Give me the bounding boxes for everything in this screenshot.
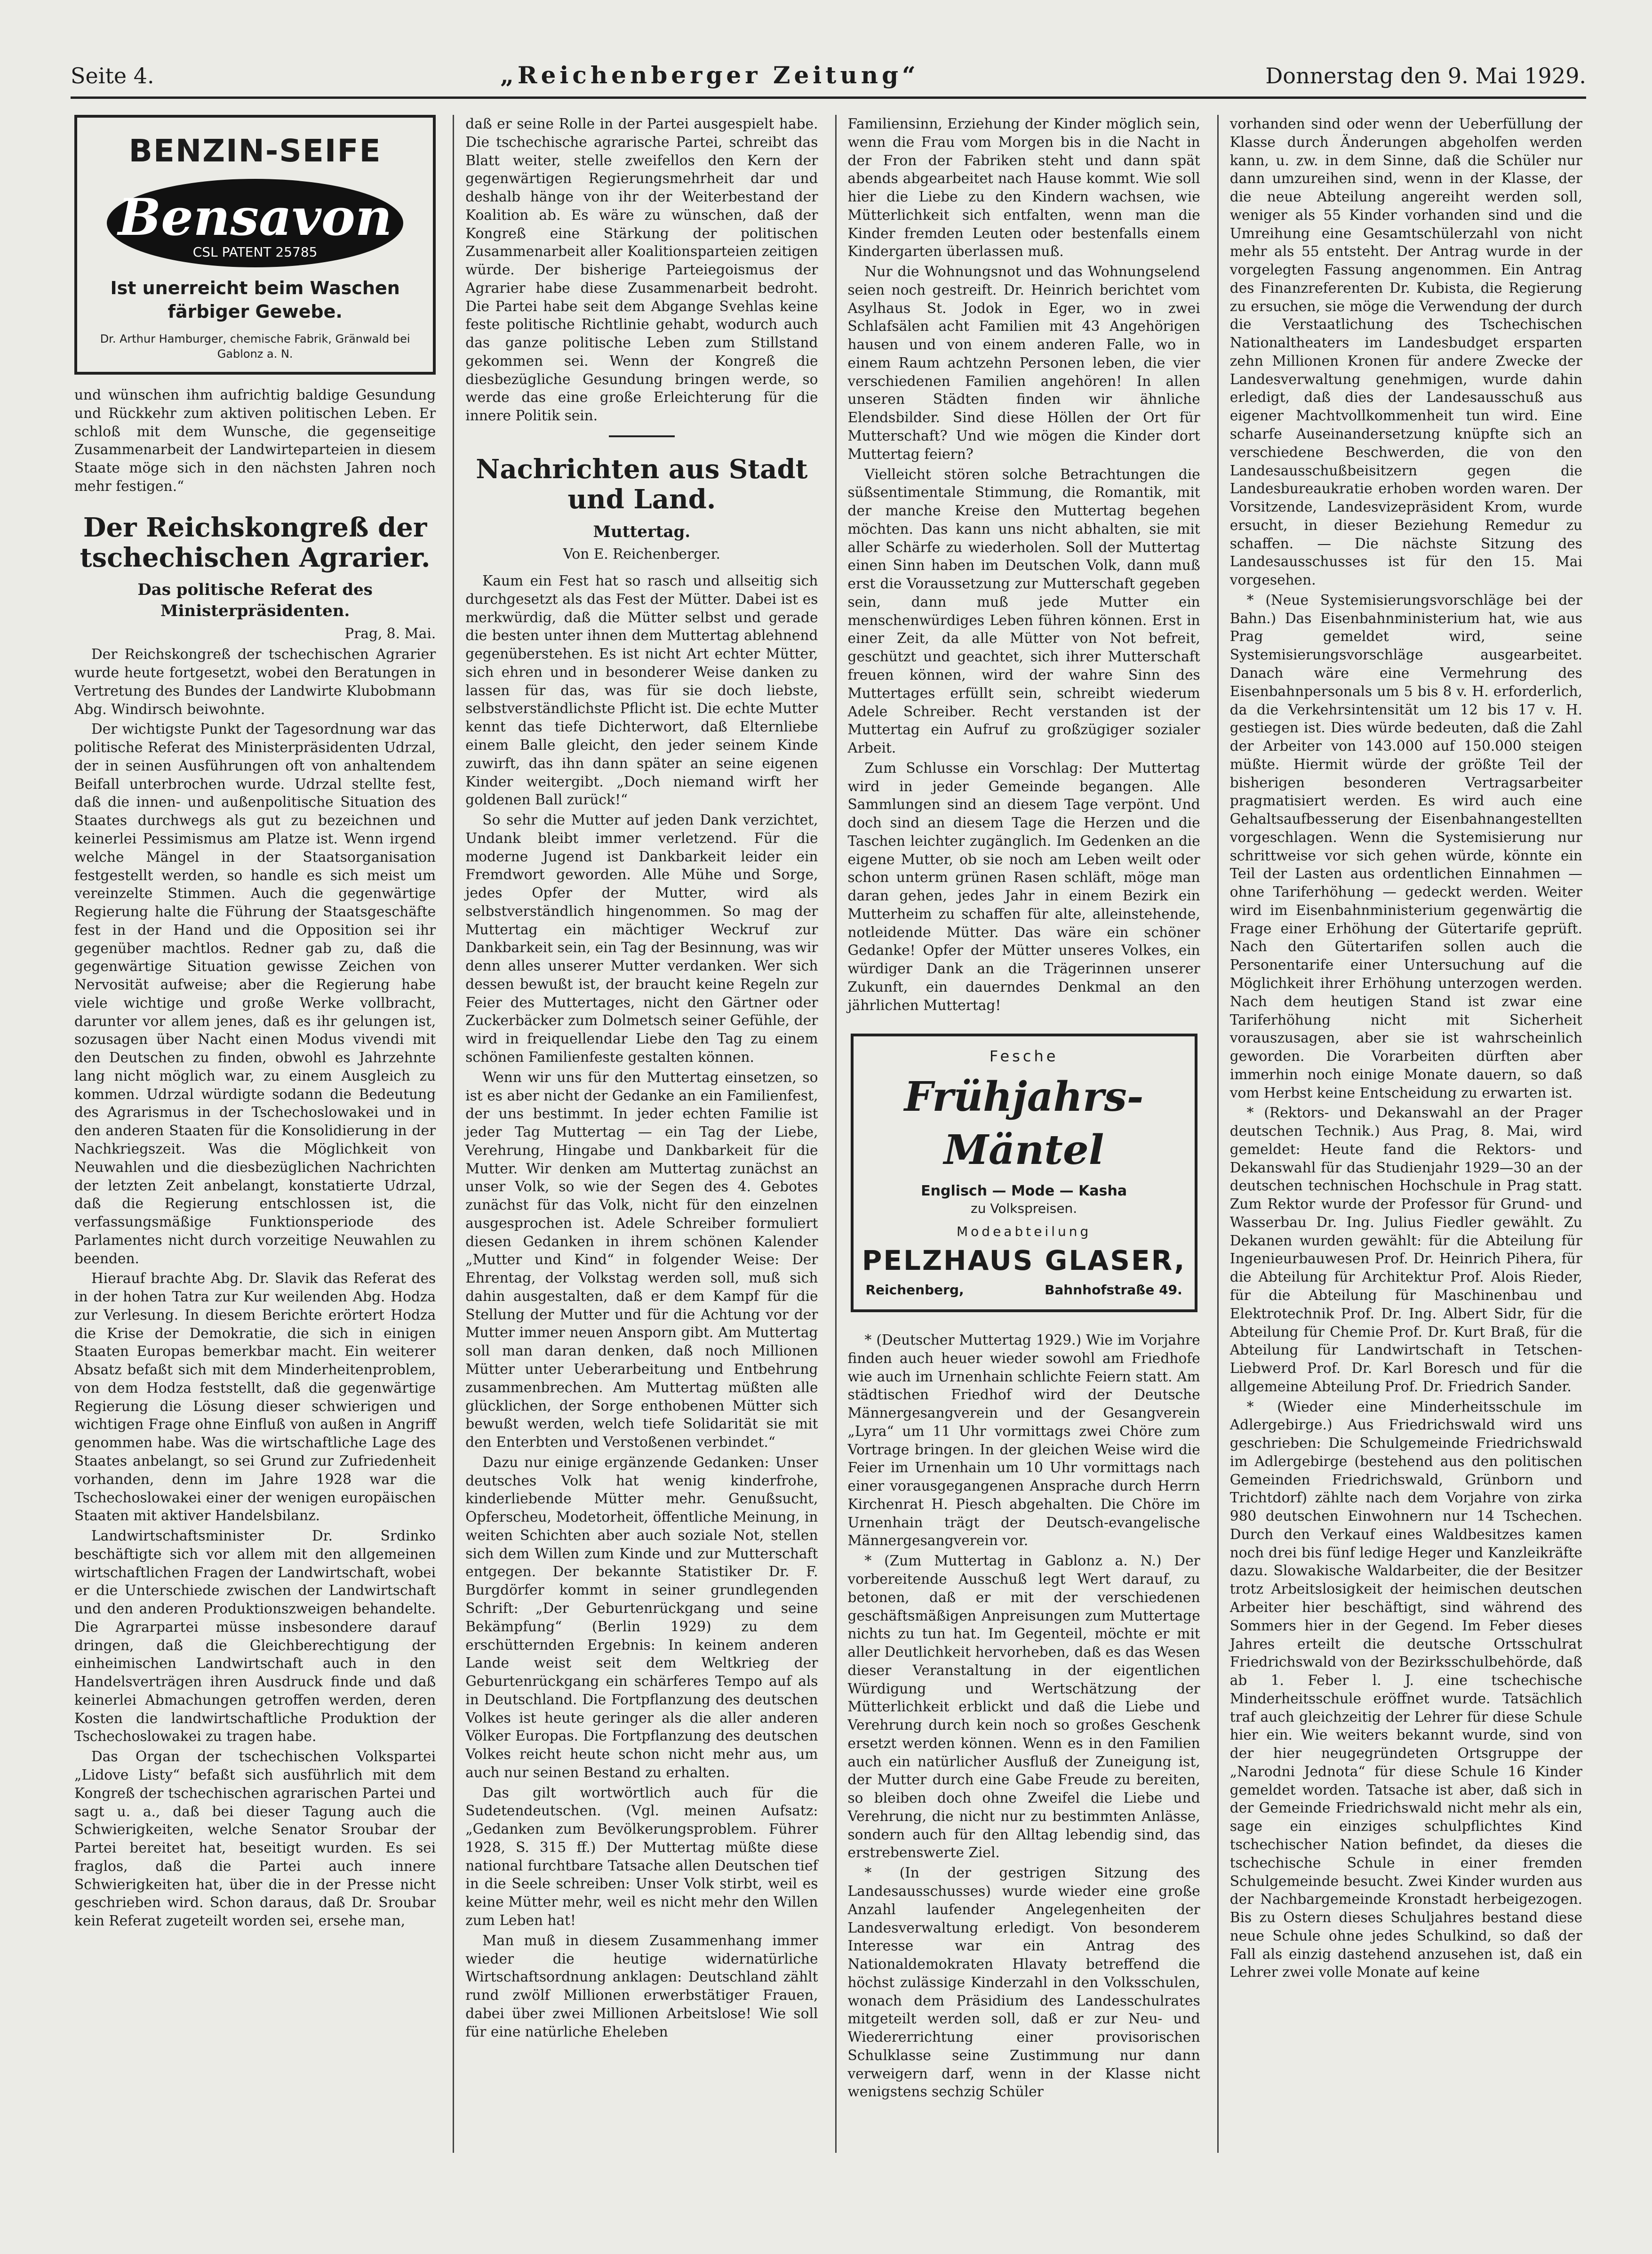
- page-header: [71, 61, 1586, 99]
- paragraph: Das gilt wortwörtlich auch für die Sudetendeutschen. (Vgl. meinen Aufsatz: „Gedanken zum Bevölkerungsproblem. Führer 1928, S. 315 ff.) Der Muttertag müßte diese national furchtbare Tatsache allen Deutschen tief in die Seele schreiben: Unser Volk stirbt, weil es keine Mütter mehr, weil es nicht mehr den Willen zum Leben hat!: [465, 1784, 818, 1928]
- column-4: [1217, 115, 1586, 2153]
- paragraph: * (Deutscher Muttertag 1929.) Wie im Vorjahre finden auch heuer wieder sowohl am Friedhofe wie auch im Urnenhain schlichte Feiern statt. Am städtischen Friedhof wird der Deutsche Männergesangverein und der Gesangverein „Lyra“ um 11 Uhr vormittags zwei Chöre zum Vortrage bringen. In der gleichen Weise wird die Feier im Urnenhain um 10 Uhr vormittags nach einer vorausgegangenen Ansprache durch Herrn Kirchenrat H. Piesch abgehalten. Die Chöre im Urnenhain trägt der Deutsch-evangelische Männergesangverein vor.: [847, 1332, 1200, 1549]
- ad-main-title: Frühjahrs-Mäntel: [904, 1073, 1144, 1174]
- bensavon-logo: [107, 179, 403, 267]
- paragraph: * (In der gestrigen Sitzung des Landesausschusses) wurde wieder eine große Anzahl laufender Angelegenheiten der Landesverwaltung erledigt. Von besonderem Interesse war ein Antrag des Nationaldemokraten Hlavaty betreffend die höchst zulässige Kinderzahl in den Volksschulen, wonach dem Präsidium des Landesschulrates mitgeteilt werden soll, daß er zur Neu- und Wiedererrichtung einer provisorischen Schulklasse seine Zustimmung nur dann verweigern darf, wenn in der Klasse nicht wenigstens sechzig Schüler: [847, 1865, 1200, 2100]
- column-1: [71, 115, 439, 2153]
- ad-line: zu Volkspreisen.: [971, 1201, 1077, 1217]
- paragraph: und wünschen ihm aufrichtig baldige Gesundung und Rückkehr zum aktiven politischen Leben. Er schloß mit dem Wunsche, die gegenseitige Zusammenarbeit der Landwirteparteien in diesem Staate möge sich in den nächsten Jahren noch mehr festigen.“: [74, 387, 436, 494]
- ad-fesche: Fesche: [989, 1047, 1059, 1065]
- paragraph: Familiensinn, Erziehung der Kinder möglich sein, wenn die Frau vom Morgen bis in die Nacht in der Fron der Fabriken steht und dann spät abends abgearbeitet nach Hause kommt. Wie soll hier die Liebe zu den Kindern wachsen, wie Mütterlichkeit sich entfalten, wenn man die Kinder fremden Leuten oder bestenfalls einem Kindergarten überlassen muß.: [847, 116, 1200, 260]
- byline: Von E. Reichenberger.: [563, 546, 720, 562]
- paragraph: vorhanden sind oder wenn der Ueberfüllung der Klasse durch Änderungen abgeholfen werden kann, u. zw. in dem Sinne, daß die Schüler nur dann umzureihen sind, wenn in der Klasse, der die neue Abteilung angereiht werden soll, weniger als 55 Kinder vorhanden sind und die Umreihung eine Gesamtschülerzahl von nicht mehr als 55 entsteht. Der Antrag wurde in der vorgelegten Fassung angenommen. Ein Antrag des Finanzreferenten Dr. Kubista, die Regierung zu ersuchen, sie möge die Verwendung der durch die Verstaatlichung des Tschechischen Nationaltheaters im Landesbudget ersparten zehn Millionen Kronen für andere Zwecke der Landesverwaltung genehmigen, wurde dahin erledigt, daß dies der Landesausschuß aus eigener Machtvollkommenheit tun wird. Eine scharfe Auseinandersetzung knüpfte sich an verschiedene Beschwerden, die von den Landesausschußbeisitzern gegen die Landesbureaukratie erhoben worden waren. Der Vorsitzende, Landesvizepräsident Krom, wurde ersucht, in dieser Beziehung Remedur zu schaffen. — Die nächste Sitzung des Landesausschusses ist für den 15. Mai vorgesehen.: [1229, 116, 1582, 588]
- ad-firm-name: PELZHAUS GLASER,: [862, 1244, 1186, 1277]
- headline-agrarier: Der Reichskongreß der tschechischen Agrarier.: [80, 512, 431, 574]
- paragraph: * (Rektors- und Dekanswahl an der Prager deutschen Technik.) Aus Prag, 8. Mai, wird gemeldet: Heute fand die Rektors- und Dekanswahl für das Studienjahr 1929—30 an der deutschen technischen Hochschule in Prag statt. Zum Rektor wurde der Professor für Grund- und Wasserbau Dr. Ing. Julius Fiedler gewählt. Zu Dekanen wurden gewählt: für die Abteilung für Ingenieurbauwesen Prof. Dr. Heinrich Pihera, für die Abteilung für Architektur Prof. Alois Rieder, für die Abteilung für Maschinenbau und Elektrotechnik Prof. Dr. Ing. Albert Sidr, für die Abteilung für Chemie Prof. Dr. Kurt Braß, für die Abteilung für Landwirtschaft in Tetschen-Liebwerd Prof. Dr. Karl Boresch und für die allgemeine Abteilung Prof. Dr. Friedrich Sander.: [1229, 1105, 1582, 1395]
- paragraph: Dazu nur einige ergänzende Gedanken: Unser deutsches Volk hat wenig kinderfrohe, kinderliebende Mütter mehr. Genußsucht, Opferscheu, Modetorheit, öffentliche Meinung, in weiten Schichten aber auch soziale Not, stellen sich dem Willen zum Kinde und zur Mutterschaft entgegen. Der bekannte Statistiker Dr. F. Burgdörfer kommt in seiner grundlegenden Schrift: „Der Geburtenrückgang und seine Bekämpfung“ (Berlin 1929) zu dem erschütternden Ergebnis: In keinem anderen Lande weist seit dem Weltkrieg der Geburtenrückgang ein schärferes Tempo auf als in Deutschland. Die Fortpflanzung des deutschen Volkes ist heute geringer als die aller anderen Völker Europas. Die Fortpflanzung des deutschen Volkes reicht heute schon nicht mehr aus, um auch nur seinen Bestand zu erhalten.: [465, 1454, 818, 1781]
- paragraph: Vielleicht stören solche Betrachtungen die süßsentimentale Stimmung, die Romantik, mit der manche Kreise den Muttertag begehen möchten. Das kann uns nicht abhalten, sie mit aller Schärfe zu wiederholen. Soll der Muttertag einen Sinn haben im Deutschen Volk, dann muß erst die Voraussetzung zur Mutterschaft gegeben sein, dann muß jede Mutter ein menschenwürdiges Leben führen können. Erst in einer Zeit, da alle Mütter von Not befreit, geschützt und geachtet, sich ihrer Mutterschaft freuen können, wird der wahre Sinn des Muttertages erfüllt sein, schreibt wiederum Adele Schreiber. Recht verstanden ist der Muttertag ein Aufruf zu großzügiger sozialer Arbeit.: [847, 466, 1200, 756]
- paragraph: Der Reichskongreß der tschechischen Agrarier wurde heute fortgesetzt, wobei den Beratungen in Vertretung des Bundes der Landwirte Klubobmann Abg. Windirsch beiwohnte.: [74, 646, 436, 717]
- section-divider: [609, 435, 675, 437]
- paragraph: Landwirtschaftsminister Dr. Srdinko beschäftigte sich vor allem mit den allgemeinen wirtschaftlichen Fragen der Landwirtschaft, wobei er die Unterschiede zwischen der Landwirtschaft und den anderen Produktionszweigen behandelte. Die Agrarpartei müsse insbesondere darauf dringen, daß die Gleichberechtigung der einheimischen Landwirtschaft auch in den Handelsverträgen ihren Ausdruck finde und daß keinerlei Abmachungen getroffen werden, deren Kosten die landwirtschaftliche Produktion der Tschechoslowakei zu tragen habe.: [74, 1528, 436, 1745]
- ad-address: [861, 1282, 1187, 1299]
- paragraph: Man muß in diesem Zusammenhang immer wieder die heutige widernatürliche Wirtschaftsordnung anklagen: Deutschland zählt rund zwölf Millionen erwerbstätiger Frauen, dabei über zwei Millionen Arbeitslose! Wie soll für eine natürliche Eheleben: [465, 1932, 818, 2040]
- subheadline-muttertag: Muttertag.: [593, 522, 691, 541]
- paragraph: Das Organ der tschechischen Volkspartei „Lidove Listy“ befaßt sich ausführlich mit dem Kongreß der tschechischen agrarischen Partei und sagt u. a., daß bei dieser Tagung auch die Schwierigkeiten, welche Senator Sroubar der Partei bereitet hat, beseitigt wurden. Es sei fraglos, daß die Partei auch innere Schwierigkeiten hat, über die in der Presse nicht geschrieben wird. Schon daraus, daß Dr. Sroubar kein Referat zugeteilt worden sei, ersehe man,: [74, 1749, 436, 1929]
- paragraph: Der wichtigste Punkt der Tagesordnung war das politische Referat des Ministerpräsidenten Udrzal, der in seinen Ausführungen oft von anhaltendem Beifall unterbrochen wurde. Udrzal stellte fest, daß die innen- und außenpolitische Situation des Staates durchwegs als gut zu bezeichnen und keinerlei Pessimismus am Platze ist. Wenn irgend welche Mängel in der Staatsorganisation festgestellt werden, so handle es sich meist um vereinzelte Stimmen. Auch die gegenwärtige Regierung halte die Führung der Staatsgeschäfte fest in der Hand und die Opposition sei ihr gegenüber machtlos. Redner gab zu, daß die gegenwärtige Situation gewisse Zeichen von Nervosität aufweise; aber die Regierung habe viele wichtige und große Werke vollbracht, darunter vor allem jenes, daß es ihr gelungen ist, sozusagen über Nacht einen Modus vivendi mit den Deutschen zu finden, obwohl es Jahrzehnte lang nicht möglich war, zu einem Ausgleich zu kommen. Udrzal würdigte sodann die Bedeutung des Agrarismus in der Tschechoslowakei und in den anderen Staaten für die Konsolidierung in der Nachkriegszeit. Was die Möglichkeit von Neuwahlen und die diesbezüglichen Nachrichten der letzten Zeit anbelangt, konstatierte Udrzal, daß die Regierung entschlossen ist, die verfassungsmäßige Funktionsperiode des Parlamentes nicht durch vorzeitige Neuwahlen zu beenden.: [74, 721, 436, 1267]
- paragraph: Hierauf brachte Abg. Dr. Slavik das Referat des in der hohen Tatra zur Kur weilenden Abg. Hodza zur Verlesung. In diesem Berichte erörtert Hodza die Krise der Demokratie, die sich in einigen Staaten Europas bemerkbar macht. Ein weiterer Absatz befaßt sich mit dem Minderheitenproblem, von dem Hodza feststellt, daß die gegenwärtige Regierung die Lösung dieser schwierigen und wichtigen Frage ohne Einfluß von außen in Angriff genommen habe. Was die wirtschaftliche Lage des Staates anbelangt, so sei Grund zur Zufriedenheit vorhanden, denn im Jahre 1928 war die Tschechoslowakei einer der wenigen europäischen Staaten mit aktiver Handelsbilanz.: [74, 1270, 436, 1524]
- paragraph: * (Zum Muttertag in Gablonz a. N.) Der vorbereitende Ausschuß legt Wert darauf, zu betonen, daß er mit der verschiedenen geschäftsmäßigen Anpreisungen zum Muttertage nichts zu tun hat. Im Gegenteil, möchte er mit aller Deutlichkeit hervorheben, daß es das Wesen dieser Veranstaltung in der eigentlichen Würdigung und Wertschätzung der Mütterlichkeit erblickt und daß die Liebe und Verehrung durch kein noch so großes Geschenk ersetzt werden können. Wenn es in den Familien auch ein natürlicher Ausfluß der Zuneigung ist, der Mutter durch eine Gabe Freude zu bereiten, so bleiben doch ohne Zweifel die Liebe und Verehrung, die nicht nur zu bestimmten Anlässe, sondern auch für den Alltag lebendig sind, das erstrebenswerte Ziel.: [847, 1553, 1200, 1861]
- paragraph: daß er seine Rolle in der Partei ausgespielt habe. Die tschechische agrarische Partei, schreibt das Blatt weiter, stelle zweifellos den Kern der gegenwärtigen Regierungsmehrheit dar und deshalb hänge von ihr der Weiterbestand der Koalition ab. Es wäre zu wünschen, daß der Kongreß eine Stärkung der politischen Zusammenarbeit aller Koalitionsparteien zeitigen würde. Der bisherige Parteiegoismus der Agrarier habe diese Zusammenarbeit bedroht. Die Partei habe seit dem Abgange Svehlas keine feste politische Richtlinie gehabt, wodurch auch das ganze politische Leben zum Stillstand gekommen sei. Wenn der Kongreß die diesbezügliche Gesundung bringen werde, so werde das eine große Erleichterung für die innere Politik sein.: [465, 116, 818, 424]
- dateline: Prag, 8. Mai.: [344, 625, 436, 642]
- pelzhaus-glaser-advertisement: [851, 1034, 1197, 1313]
- subheadline: Das politische Referat des Ministerpräsidenten.: [137, 580, 373, 621]
- column-2: [453, 115, 822, 2153]
- ad-maker: Dr. Arthur Hamburger, chemische Fabrik, Gränwald bei Gablonz a. N.: [100, 332, 410, 361]
- article-columns: [71, 115, 1586, 2153]
- ad-patent: CSL PATENT 25785: [192, 244, 318, 260]
- paragraph: Wenn wir uns für den Muttertag einsetzen, so ist es aber nicht der Gedanke an ein Familienfest, der uns bestimmt. In jeder echten Familie ist jeder Tag Muttertag — ein Tag der Liebe, Verehrung, Hingabe und Dankbarkeit für die Mutter. Wir denken am Muttertag zunächst an unser Volk, so wie der Segen des 4. Gebotes zunächst für das Volk, nicht für den einzelnen ausgesprochen ist. Adele Schreiber formuliert diesen Gedanken in ihrem schönen Kalender „Mutter und Kind“ in folgender Weise: Der Ehrentag, der Volkstag werden soll, muß sich dahin ausgestalten, daß er dem Kampf für die Stellung der Mutter und für die Achtung vor der Mutter immer neuen Ansporn gibt. Am Muttertag soll man daran denken, daß noch Millionen Mütter unter Ueberarbeitung und Entbehrung zusammenbrechen. Am Muttertag müßten alle glücklichen, der Sorge enthobenen Mütter sich bewußt werden, welch tiefe Solidarität sie mit den Enterbten und Verstoßenen verbindet.“: [465, 1069, 818, 1451]
- column-3: [835, 115, 1204, 2153]
- paragraph: * (Neue Systemisierungsvorschläge bei der Bahn.) Das Eisenbahnministerium hat, wie aus Prag gemeldet wird, seine Systemisierungsvorschläge ausgearbeitet. Danach wäre eine Vermehrung des Eisenbahnpersonals um 5 bis 8 v. H. erforderlich, da die Verkehrsintensität um 12 bis 17 v. H. gestiegen ist. Dies würde bedeuten, daß die Zahl der Arbeiter von 143.000 auf 150.000 steigen müßte. Hiermit würde der größte Teil der bisherigen besonderen Vertragsarbeiter pragmatisiert werden. Es wird auch eine Gehaltsaufbesserung der Eisenbahnangestellten vorgeschlagen. Wenn die Systemisierung nur schrittweise vor sich gehen würde, könnte ein Teil der Lasten aus ordentlichen Einnahmen — ohne Tariferhöhung — gedeckt werden. Weiter wird im Eisenbahnministerium gegenwärtig die Frage einer Erhöhung der Gütertarife geprüft. Nach den Gütertarifen sollen auch die Personentarife einer Untersuchung auf die Möglichkeit ihrer Erhöhung unterzogen werden. Nach dem heutigen Stand ist zwar eine Tariferhöhung nicht mit Sicherheit vorauszusagen, aber sie ist wahrscheinlich geworden. Die Vorarbeiten dürften aber immerhin noch einige Monate dauern, so daß vom Herbst keine Entscheidung zu erwarten ist.: [1229, 592, 1582, 1101]
- paragraph: Kaum ein Fest hat so rasch und allseitig sich durchgesetzt als das Fest der Mütter. Dabei ist es merkwürdig, daß die Mütter selbst und gerade die besten unter ihnen dem Muttertag ablehnend gegenüberstehen. Es ist nicht Art echter Mütter, sich ehren und in besonderer Weise danken zu lassen für das, was für sie doch liebste, selbstverständlichste Pflicht ist. Die echte Mutter kennt das tiefe Dichterwort, daß Elternliebe einem Balle gleicht, den jeder seinem Kinde zuwirft, das ihn dann später an seine eigenen Kinder weitergibt. „Doch niemand wirft her goldenen Ball zurück!“: [465, 573, 818, 808]
- paragraph: Zum Schlusse ein Vorschlag: Der Muttertag wird in jeder Gemeinde begangen. Alle Sammlungen sind an diesem Tage verpönt. Und doch sind an diesem Tage die Herzen und die Taschen leichter zugänglich. Im Gedenken an die eigene Mutter, ob sie noch am Leben weilt oder schon unterm grünen Rasen schläft, möge man daran gehen, jedes Jahr in einem Bezirk ein Mutterheim zu schaffen für alte, alleinstehende, notleidende Mütter. Das wäre ein schöner Gedanke! Opfer der Mütter unseres Volkes, ein würdiger Dank an die Trägerinnen unserer Zukunft, ein dauerndes Denkmal an den jährlichen Muttertag!: [847, 760, 1200, 1013]
- ad-benzin-title: BENZIN-SEIFE: [128, 133, 382, 169]
- newspaper-masthead: „Reichenberger Zeitung“: [500, 61, 919, 89]
- headline-nachrichten: Nachrichten aus Stadt und Land.: [476, 454, 808, 515]
- paragraph: Nur die Wohnungsnot und das Wohnungselend seien noch gestreift. Dr. Heinrich berichtet vom Asylhaus St. Jodok in Eger, wo in zwei Schlafsälen acht Familien mit 43 Angehörigen hausen und von einem anderen Falle, wo in einem Raum achtzehn Personen leben, die vier verschiedenen Familien angehören! In allen unseren Städten finden wir ähnliche Elendsbilder. Sind diese Höllen der Ort für Mutterschaft? Und wie mögen die Kinder dort Muttertag feiern?: [847, 264, 1200, 462]
- ad-slogan: Ist unerreicht beim Waschen färbiger Gewebe.: [110, 278, 400, 322]
- ad-line: Englisch — Mode — Kasha: [921, 1182, 1127, 1199]
- page-number: Seite 4.: [71, 63, 154, 88]
- bensavon-advertisement: [74, 115, 436, 375]
- ad-line: Modeabteilung: [957, 1223, 1092, 1239]
- ad-city: Reichenberg,: [865, 1282, 964, 1298]
- issue-date: Donnerstag den 9. Mai 1929.: [1265, 63, 1586, 88]
- ad-street: Bahnhofstraße 49.: [1045, 1282, 1182, 1298]
- ad-brand: Bensavon: [118, 188, 392, 248]
- paragraph: So sehr die Mutter auf jeden Dank verzichtet, Undank bleibt immer verletzend. Für die moderne Jugend ist Dankbarkeit leider ein Fremdwort geworden. Alle Mühe und Sorge, jedes Opfer der Mutter, wird als selbstverständlich hingenommen. So mag der Muttertag ein mächtiger Weckruf zur Dankbarkeit sein, ein Tag der Besinnung, was wir denn alles unserer Mutter verdanken. Wer sich dessen bewußt ist, der braucht keine Regeln zur Feier des Muttertages, nicht den Gärtner oder Zuckerbäcker zum Dolmetsch seiner Gefühle, der wird in freiquellendar Liebe den Tag zu einem schönen Familienfeste gestalten können.: [465, 812, 818, 1065]
- paragraph: * (Wieder eine Minderheitsschule im Adlergebirge.) Aus Friedrichswald wird uns geschrieben: Die Schulgemeinde Friedrichswald im Adlergebirge (bestehend aus den politischen Gemeinden Friedrichswald, Grünborn und Trichtdorf) zählte nach dem Vorjahre von zirka 980 deutschen Einwohnern nur 14 Tschechen. Durch den Verkauf eines Waldbesitzes kamen noch drei bis fünf ledige Heger und Kanzleikräfte dazu. Slowakische Waldarbeiter, die der Besitzer trotz Arbeitslosigkeit der heimischen deutschen Arbeiter hier beschäftigt, sind während des Sommers hier in der Gegend. Im Feber dieses Jahres erteilt die deutsche Ortsschulrat Friedrichswald von der Bezirksschulbehörde, daß ab 1. Feber l. J. eine tschechische Minderheitsschule eröffnet wurde. Tatsächlich traf auch gleichzeitig der Lehrer für diese Schule hier ein. Wie weiters bekannt wurde, sind von der hier neugegründeten Ortsgruppe der „Narodni Jednota“ für diese Schule 16 Kinder gemeldet worden. Tatsache ist aber, daß sich in der Gemeinde Friedrichswald nicht mehr als ein, sage ein einziges schulpflichtes Kind tschechischer Nation befindet, da dieses die tschechische Schule in einer fremden Schulgemeinde besucht. Zwei Kinder wurden aus der Nachbargemeinde Kronstadt herbeigezogen. Bis zu Ostern dieses Schuljahres bestand diese neue Schule ohne jedes Schulkind, so daß der Fall als einzig dastehend anzusehen ist, daß ein Lehrer zwei volle Monate auf keine: [1229, 1398, 1582, 1981]
